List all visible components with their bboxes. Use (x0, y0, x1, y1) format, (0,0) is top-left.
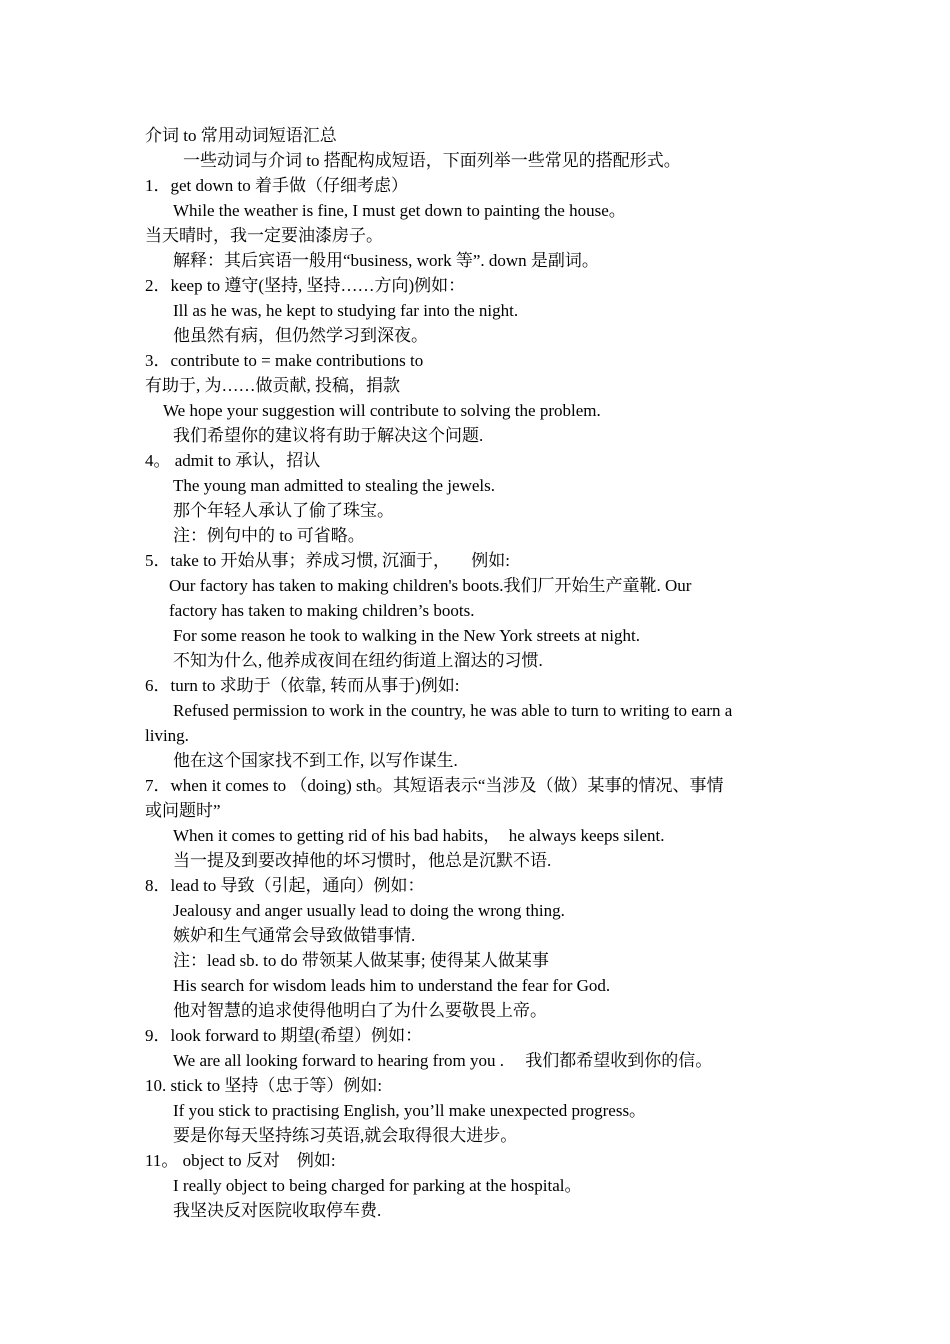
example-sentence: His search for wisdom leads him to understand the fear for God. (173, 976, 611, 995)
translation-line: 当天晴时，我一定要油漆房子。 (145, 226, 383, 245)
item-heading: 1．get down to 着手做（仔细考虑） (145, 176, 409, 195)
item-heading: 6．turn to 求助于（依靠, 转而从事于)例如: (145, 676, 460, 695)
note-line: 注：lead sb. to do 带领某人做某事; 使得某人做某事 (173, 951, 549, 970)
translation-line: 那个年轻人承认了偷了珠宝。 (173, 501, 394, 520)
translation-line: 他虽然有病，但仍然学习到深夜。 (173, 326, 428, 345)
translation-line: 他对智慧的追求使得他明白了为什么要敬畏上帝。 (173, 1001, 547, 1020)
intro-paragraph: 一些动词与介词 to 搭配构成短语，下面列举一些常见的搭配形式。 (183, 151, 681, 170)
translation-line: 我坚决反对医院收取停车费. (173, 1201, 382, 1220)
example-sentence: factory has taken to making children’s boots. (169, 601, 475, 620)
item-heading: 9．look forward to 期望(希望）例如： (145, 1026, 423, 1045)
example-sentence: Jealousy and anger usually lead to doing the wrong thing. (173, 901, 565, 920)
translation-line: 嫉妒和生气通常会导致做错事情. (173, 926, 416, 945)
example-sentence: Our factory has taken to making children's boots.我们厂开始生产童靴. Our (169, 576, 692, 595)
translation-line: 他在这个国家找不到工作, 以写作谋生. (173, 751, 458, 770)
translation-line: 我们希望你的建议将有助于解决这个问题. (173, 426, 484, 445)
item-heading: 7．when it comes to （doing) sth。其短语表示“当涉及（做）某事的情况、事情 (145, 776, 724, 795)
translation-line: 当一提及到要改掉他的坏习惯时，他总是沉默不语. (173, 851, 552, 870)
example-sentence: Ill as he was, he kept to studying far into the night. (173, 301, 519, 320)
item-heading: 或问题时” (145, 801, 221, 820)
item-heading: 4。 admit to 承认，招认 (145, 451, 321, 470)
note-line: 注：例句中的 to 可省略。 (173, 526, 365, 545)
example-sentence: We are all looking forward to hearing from you . 我们都希望收到你的信。 (173, 1051, 713, 1070)
example-sentence: If you stick to practising English, you’ll make unexpected progress。 (173, 1101, 647, 1120)
example-sentence: We hope your suggestion will contribute to solving the problem. (163, 401, 601, 420)
item-heading: 10. stick to 坚持（忠于等）例如: (145, 1076, 383, 1095)
translation-line: 要是你每天坚持练习英语,就会取得很大进步。 (173, 1126, 518, 1145)
translation-line: 不知为什么, 他养成夜间在纽约街道上溜达的习惯. (173, 651, 543, 670)
example-sentence: living. (145, 726, 189, 745)
example-sentence: I really object to being charged for parking at the hospital。 (173, 1176, 582, 1195)
example-sentence: Refused permission to work in the country, he was able to turn to writing to earn a (173, 701, 733, 720)
document-title: 介词 to 常用动词短语汇总 (145, 126, 337, 145)
example-sentence: While the weather is fine, I must get down to painting the house。 (173, 201, 626, 220)
definition-line: 有助于, 为……做贡献, 投稿，捐款 (145, 376, 400, 395)
example-sentence: The young man admitted to stealing the jewels. (173, 476, 495, 495)
example-sentence: For some reason he took to walking in the New York streets at night. (173, 626, 640, 645)
note-line: 解释：其后宾语一般用“business, work 等”. down 是副词。 (173, 251, 599, 270)
example-sentence: When it comes to getting rid of his bad habits， he always keeps silent. (173, 826, 665, 845)
item-heading: 8．lead to 导致（引起，通向）例如： (145, 876, 425, 895)
item-heading: 2．keep to 遵守(坚持, 坚持……方向)例如： (145, 276, 466, 295)
item-heading: 3．contribute to = make contributions to (145, 351, 424, 370)
item-heading: 5．take to 开始从事；养成习惯, 沉湎于， 例如: (145, 551, 511, 570)
item-heading: 11。 object to 反对 例如: (145, 1151, 336, 1170)
